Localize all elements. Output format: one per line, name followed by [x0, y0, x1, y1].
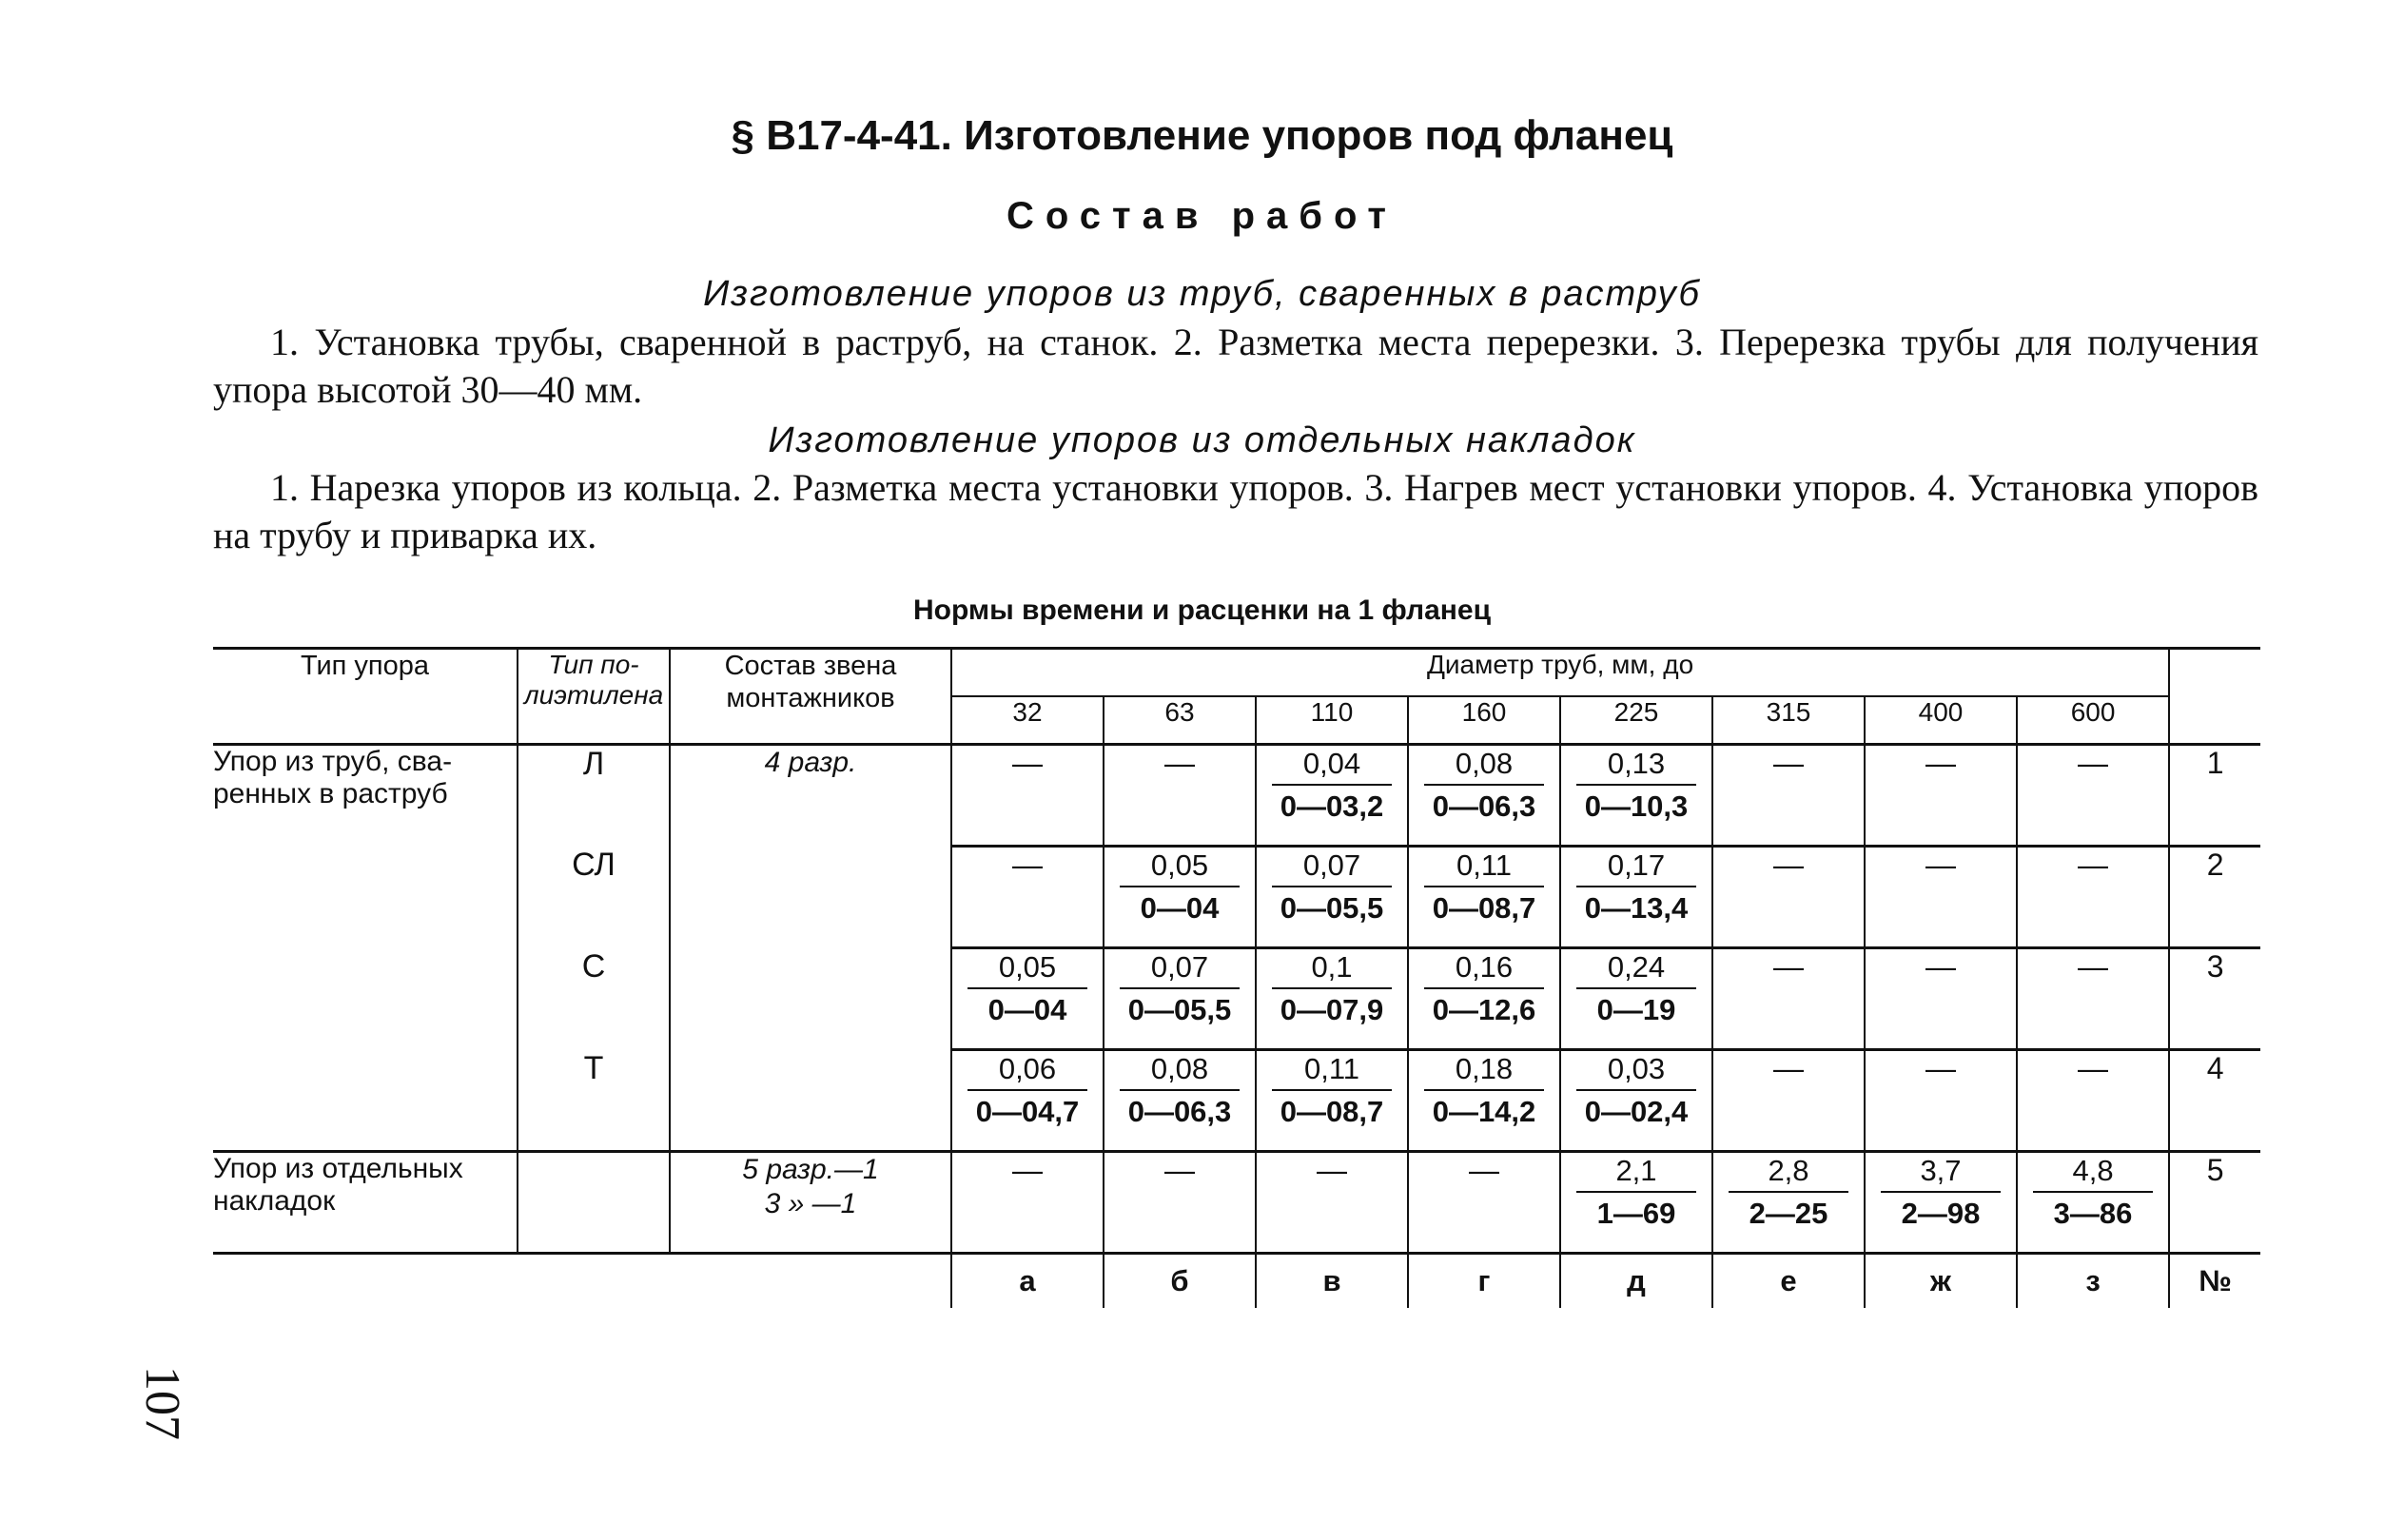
row-crew-line1: 5 разр.—1	[742, 1154, 879, 1185]
row-type-cell	[213, 1152, 518, 1254]
row-type-line1: Упор из труб, сва-	[213, 746, 453, 777]
empty-dash: —	[1164, 1153, 1195, 1187]
rate-value: 0—04,7	[975, 1095, 1080, 1128]
row-polyethylene-cell	[518, 1152, 670, 1254]
time-norm-value: 0,05	[967, 949, 1087, 989]
norm-cell	[1560, 1050, 1712, 1152]
norm-cell	[951, 1152, 1104, 1254]
header-crew-line1: Состав звена	[724, 651, 897, 681]
time-rate-fraction	[1424, 1051, 1544, 1131]
rate-value: 0—07,9	[1280, 993, 1384, 1026]
row-polyethylene-cell: Т	[518, 1050, 670, 1152]
header-crew-line2: монтажников	[726, 683, 895, 713]
time-norm-value: 0,11	[1272, 1051, 1392, 1091]
rate-value: 0—03,2	[1280, 789, 1384, 823]
time-rate-fraction	[1272, 1051, 1392, 1131]
time-rate-fraction	[1576, 1051, 1696, 1131]
time-norm-value: 0,03	[1576, 1051, 1696, 1091]
column-letter: е	[1712, 1254, 1865, 1309]
column-letter: д	[1560, 1254, 1712, 1309]
time-norm-value: 3,7	[1881, 1153, 2001, 1193]
norm-cell	[1256, 1050, 1408, 1152]
row-number: 5	[2169, 1152, 2260, 1254]
norm-cell	[1712, 1050, 1865, 1152]
rate-value: 0—19	[1596, 993, 1676, 1026]
time-norm-value: 0,24	[1576, 949, 1696, 989]
work-text-plates: 1. Нарезка упоров из кольца. 2. Разметка места установки упоров. 3. Нагрев мест установки упоров. 4. Установка упоров на трубу и приварка их.	[213, 466, 2258, 556]
row-number: 2	[2169, 847, 2260, 948]
column-letter: г	[1408, 1254, 1560, 1309]
time-norm-value: 0,08	[1120, 1051, 1240, 1091]
empty-dash: —	[1773, 746, 1804, 780]
norm-cell	[2017, 948, 2169, 1050]
norm-cell	[1712, 847, 1865, 948]
row-crew-line1: 4 разр.	[764, 747, 857, 778]
norm-cell	[1408, 948, 1560, 1050]
footer-blank	[213, 1254, 951, 1309]
time-rate-fraction	[1424, 848, 1544, 927]
empty-dash: —	[2078, 1051, 2109, 1085]
time-norm-value: 0,1	[1272, 949, 1392, 989]
section-title: § В17-4-41. Изготовление упоров под фланец	[731, 112, 1673, 159]
time-norm-value: 0,06	[967, 1051, 1087, 1091]
time-rate-fraction	[1272, 848, 1392, 927]
work-text-pipes: 1. Установка трубы, сваренной в раструб, на станок. 2. Разметка места перерезки. 3. Перерезка трубы для получения упора высотой 30—40 мм.	[213, 321, 2258, 411]
empty-dash: —	[1925, 746, 1956, 780]
rate-value: 2—25	[1749, 1197, 1828, 1230]
time-rate-fraction	[1424, 746, 1544, 826]
header-polyethylene	[518, 649, 670, 745]
norm-cell	[1865, 745, 2017, 847]
norm-cell	[1865, 1152, 2017, 1254]
time-rate-fraction	[1576, 1153, 1696, 1233]
empty-dash: —	[1925, 1051, 1956, 1085]
norm-cell	[1560, 745, 1712, 847]
column-letter: б	[1104, 1254, 1256, 1309]
rate-value: 0—14,2	[1432, 1095, 1536, 1128]
norm-cell	[1408, 847, 1560, 948]
diameter-header-cell: 32	[951, 696, 1104, 745]
norm-cell	[1408, 1050, 1560, 1152]
empty-dash: —	[1773, 1051, 1804, 1085]
row-type-line1: Упор из отдельных	[213, 1153, 463, 1184]
rate-value: 1—69	[1596, 1197, 1676, 1230]
norm-cell	[1256, 745, 1408, 847]
column-letters-row	[213, 1254, 2260, 1309]
column-letter: ж	[1865, 1254, 2017, 1309]
rate-value: 0—06,3	[1127, 1095, 1232, 1128]
rate-value: 0—04	[1140, 891, 1220, 925]
time-rate-fraction	[1120, 848, 1240, 927]
norm-cell	[951, 847, 1104, 948]
empty-dash: —	[2078, 848, 2109, 882]
rate-value: 3—86	[2053, 1197, 2133, 1230]
time-rate-fraction	[1272, 746, 1392, 826]
rate-value: 0—05,5	[1127, 993, 1232, 1026]
time-norm-value: 0,17	[1576, 848, 1696, 887]
norm-cell	[1256, 948, 1408, 1050]
row-number: 4	[2169, 1050, 2260, 1152]
empty-dash: —	[1469, 1153, 1499, 1187]
header-diameter: Диаметр труб, мм, до	[951, 649, 2169, 697]
empty-dash: —	[1012, 746, 1043, 780]
table-row	[213, 745, 2260, 847]
rate-value: 0—04	[987, 993, 1067, 1026]
norm-cell	[1865, 1050, 2017, 1152]
rate-value: 0—08,7	[1280, 1095, 1384, 1128]
time-rate-fraction	[2033, 1153, 2153, 1233]
norm-cell	[1256, 847, 1408, 948]
diameter-header-cell: 225	[1560, 696, 1712, 745]
header-crew	[670, 649, 951, 745]
column-letter: а	[951, 1254, 1104, 1309]
column-letter: з	[2017, 1254, 2169, 1309]
table-row	[213, 847, 2260, 948]
norm-cell	[1104, 1050, 1256, 1152]
row-crew-line2: 3 » —1	[764, 1188, 857, 1219]
norm-cell	[1712, 1152, 1865, 1254]
row-polyethylene-cell: СЛ	[518, 847, 670, 948]
diameter-header-cell: 63	[1104, 696, 1256, 745]
row-number: 3	[2169, 948, 2260, 1050]
norm-cell	[951, 745, 1104, 847]
norm-cell	[1560, 1152, 1712, 1254]
diameter-header-cell: 400	[1865, 696, 2017, 745]
rate-value: 0—02,4	[1584, 1095, 1689, 1128]
time-norm-value: 0,18	[1424, 1051, 1544, 1091]
time-rate-fraction	[1120, 949, 1240, 1029]
work-subhead-pipes: Изготовление упоров из труб, сваренных в раструб	[703, 274, 1701, 314]
page-number: 107	[135, 1366, 189, 1440]
row-polyethylene-cell: Л	[518, 745, 670, 847]
empty-dash: —	[1925, 949, 1956, 984]
time-norm-value: 0,11	[1424, 848, 1544, 887]
norm-cell	[1408, 745, 1560, 847]
rate-value: 0—13,4	[1584, 891, 1689, 925]
row-type-line2: ренных в раструб	[213, 778, 448, 809]
norm-cell	[1865, 847, 2017, 948]
norm-cell	[951, 948, 1104, 1050]
norm-cell	[1865, 948, 2017, 1050]
header-poly-line1: Тип по-	[548, 650, 639, 679]
diameter-header-cell: 110	[1256, 696, 1408, 745]
norms-table	[213, 647, 2260, 1308]
row-number: 1	[2169, 745, 2260, 847]
time-rate-fraction	[1881, 1153, 2001, 1233]
diameter-header-cell: 600	[2017, 696, 2169, 745]
norm-cell	[2017, 847, 2169, 948]
column-letter: в	[1256, 1254, 1408, 1309]
diameter-header-cell: 315	[1712, 696, 1865, 745]
time-rate-fraction	[1576, 848, 1696, 927]
time-norm-value: 0,13	[1576, 746, 1696, 786]
empty-dash: —	[1164, 746, 1195, 780]
work-subhead-plates: Изготовление упоров из отдельных накладок	[768, 420, 1636, 460]
empty-dash: —	[1317, 1153, 1347, 1187]
time-norm-value: 4,8	[2033, 1153, 2153, 1193]
time-rate-fraction	[1576, 949, 1696, 1029]
empty-dash: —	[1773, 949, 1804, 984]
time-norm-value: 2,8	[1729, 1153, 1848, 1193]
rate-value: 2—98	[1901, 1197, 1981, 1230]
empty-dash: —	[1773, 848, 1804, 882]
norm-cell	[1104, 948, 1256, 1050]
rate-value: 0—06,3	[1432, 789, 1536, 823]
time-rate-fraction	[1576, 746, 1696, 826]
norm-cell	[2017, 1050, 2169, 1152]
norm-cell	[1408, 1152, 1560, 1254]
time-norm-value: 0,16	[1424, 949, 1544, 989]
number-sign: №	[2169, 1254, 2260, 1309]
header-type: Тип упора	[213, 649, 518, 745]
row-crew-cell	[670, 1152, 951, 1254]
table-row	[213, 948, 2260, 1050]
time-norm-value: 0,04	[1272, 746, 1392, 786]
time-rate-fraction	[1120, 1051, 1240, 1131]
time-rate-fraction	[967, 1051, 1087, 1131]
row-type-cell	[213, 745, 518, 1152]
empty-dash: —	[2078, 949, 2109, 984]
time-norm-value: 2,1	[1576, 1153, 1696, 1193]
time-norm-value: 0,07	[1120, 949, 1240, 989]
rate-value: 0—05,5	[1280, 891, 1384, 925]
rate-value: 0—10,3	[1584, 789, 1689, 823]
time-rate-fraction	[1272, 949, 1392, 1029]
composition-title: Состав работ	[1007, 195, 1397, 237]
row-polyethylene-cell: С	[518, 948, 670, 1050]
time-rate-fraction	[967, 949, 1087, 1029]
norm-cell	[2017, 1152, 2169, 1254]
norm-cell	[951, 1050, 1104, 1152]
time-norm-value: 0,07	[1272, 848, 1392, 887]
time-rate-fraction	[1729, 1153, 1848, 1233]
table-row	[213, 1152, 2260, 1254]
header-rownum-blank	[2169, 649, 2260, 745]
norm-cell	[1104, 847, 1256, 948]
norm-cell	[1560, 948, 1712, 1050]
table-row	[213, 1050, 2260, 1152]
empty-dash: —	[2078, 746, 2109, 780]
norm-cell	[1256, 1152, 1408, 1254]
time-rate-fraction	[1424, 949, 1544, 1029]
norm-cell	[1104, 745, 1256, 847]
row-type-line2: накладок	[213, 1185, 336, 1217]
empty-dash: —	[1012, 1153, 1043, 1187]
table-body	[213, 745, 2260, 1309]
header-poly-line2: лиэтилена	[523, 680, 664, 710]
rate-value: 0—12,6	[1432, 993, 1536, 1026]
norm-cell	[1560, 847, 1712, 948]
rate-value: 0—08,7	[1432, 891, 1536, 925]
empty-dash: —	[1925, 848, 1956, 882]
norm-cell	[1712, 745, 1865, 847]
time-norm-value: 0,05	[1120, 848, 1240, 887]
time-norm-value: 0,08	[1424, 746, 1544, 786]
diameter-header-cell: 160	[1408, 696, 1560, 745]
table-caption: Нормы времени и расценки на 1 фланец	[912, 595, 1492, 626]
row-crew-cell	[670, 745, 951, 1152]
norm-cell	[1104, 1152, 1256, 1254]
norm-cell	[1712, 948, 1865, 1050]
norm-cell	[2017, 745, 2169, 847]
empty-dash: —	[1012, 848, 1043, 882]
